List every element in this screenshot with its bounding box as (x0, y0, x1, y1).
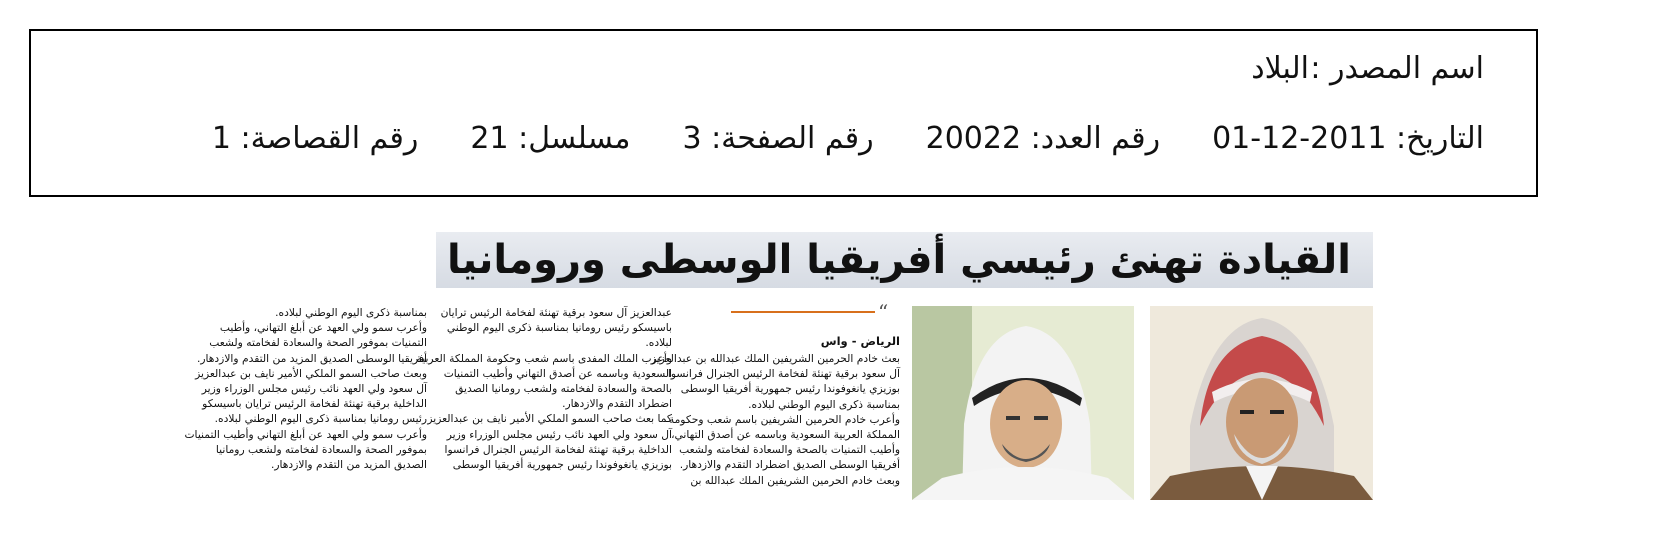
article-headline (436, 232, 1373, 288)
source-line (1251, 51, 1484, 86)
quote-mark-icon: “ (878, 300, 889, 324)
text-line: آل سعود ولي العهد نائب رئيس مجلس الوزراء وزير (201, 382, 427, 396)
clipping-number-field: رقم القصاصة: 1 (211, 121, 419, 156)
text-line: آل سعود ولي العهد نائب رئيس مجلس الوزراء وزير (446, 427, 672, 441)
prince-portrait-illustration (912, 306, 1134, 500)
article-column-3 (184, 305, 427, 472)
text-line: باسيسكو رئيس رومانيا بمناسبة ذكرى اليوم الوطني (446, 321, 672, 335)
text-line: وأعرب الملك المفدى باسم شعب وحكومة المملكة العربية (416, 351, 672, 365)
source-label: اسم المصدر : (1310, 51, 1484, 86)
text-line: بوزيزي يانغوفوندا رئيس جمهورية أفريقيا الوسطى (680, 382, 900, 396)
page-number-field: رقم الصفحة: 3 (682, 121, 874, 156)
text-line: بمناسبة ذكرى اليوم الوطني لبلاده. (748, 397, 900, 411)
details-line (212, 121, 1484, 156)
text-line: وبعث خادم الحرمين الشريفين الملك عبدالله بن (690, 473, 900, 487)
text-line: وأعرب سمو ولي العهد عن أبلغ التهاني، وأطيب (219, 321, 427, 335)
source-info-box (29, 29, 1538, 197)
text-line: بعث خادم الحرمين الشريفين الملك عبدالله بن عبدالعزيز (650, 352, 900, 365)
quote-rule (731, 311, 875, 313)
text-line: بمناسبة ذكرى اليوم الوطني لبلاده. (275, 306, 427, 319)
text-line: الصديق المزيد من التقدم والازدهار. (270, 458, 427, 472)
text-line: وبعث صاحب السمو الملكي الأمير نايف بن عبدالعزيز (195, 366, 427, 380)
text-line: بوزيزي يانغوفوندا رئيس جمهورية أفريقيا الوسطى (452, 458, 672, 472)
text-line: عبدالعزيز آل سعود برقية تهنئة لفخامة الرئيس ترايان (440, 306, 672, 319)
text-line: الداخلية برقية تهنئة لفخامة الرئيس ترايان باسيسكو (202, 397, 427, 411)
article-dateline: الرياض - واس (820, 334, 900, 348)
text-line: بموفور الصحة والسعادة لفخامته ولشعب رومانيا (215, 442, 427, 456)
text-line: لبلاده. (645, 336, 672, 350)
headline-text: القيادة تهنئ رئيسي أفريقيا الوسطى ورومانيا (446, 237, 1351, 283)
prince-naif-photo (912, 306, 1134, 500)
text-line: بالصحة والسعادة لفخامته ولشعب رومانيا الصديق (455, 382, 672, 396)
text-line: كما بعث صاحب السمو الملكي الأمير نايف بن عبدالعزيز (427, 412, 672, 426)
text-line: المملكة العربية السعودية وباسمه عن أصدق التهاني، (671, 428, 900, 442)
text-line: السعودية وباسمه عن أصدق التهاني وأطيب التمنيات (443, 366, 672, 380)
king-abdullah-photo (1150, 306, 1373, 500)
text-line: وأعرب خادم الحرمين الشريفين باسم شعب وحكومة (668, 412, 900, 426)
text-line: وأعرب سمو ولي العهد عن أبلغ التهاني وأطيب التمنيات (184, 427, 427, 441)
article-column-2 (416, 305, 672, 472)
date-field: التاريخ: 2011-12-01 (1212, 121, 1484, 156)
text-line: أفريقيا الوسطى الصديق اضطراد التقدم والازدهار. (679, 458, 900, 472)
king-portrait-illustration (1150, 306, 1373, 500)
text-line: التمنيات بموفور الصحة والسعادة لفخامته ولشعب (209, 336, 427, 350)
text-line: الداخلية برقية تهنئة لفخامة الرئيس الجنرال فرانسوا (444, 442, 672, 456)
source-value: البلاد (1251, 51, 1309, 86)
text-line: آل سعود برقية تهنئة لفخامة الرئيس الجنرال فرانسوا (667, 367, 900, 381)
text-line: رئيس رومانيا بمناسبة ذكرى اليوم الوطني لبلاده. (214, 412, 427, 426)
text-line: أفريقيا الوسطى الصديق المزيد من التقدم والازدهار. (196, 351, 427, 365)
serial-field: مسلسل: 21 (470, 121, 631, 156)
issue-number-field: رقم العدد: 20022 (925, 121, 1161, 156)
text-line: اضطراد التقدم والازدهار. (562, 397, 672, 411)
article-column-1 (650, 351, 900, 488)
text-line: وأطيب التمنيات بالصحة والسعادة لفخامته ولشعب (679, 443, 900, 457)
